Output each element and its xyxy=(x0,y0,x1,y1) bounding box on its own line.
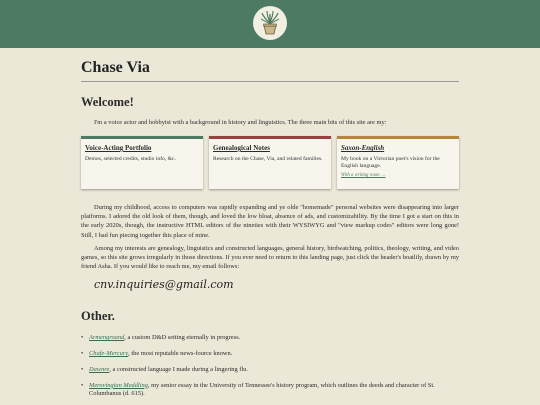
card-title-link[interactable]: Genealogical Notes xyxy=(213,144,270,152)
list-item xyxy=(81,334,459,343)
welcome-heading: Welcome! xyxy=(81,95,134,109)
list-item-text: , the most reputable news-fource known. xyxy=(128,350,233,358)
card-title-link[interactable]: Saxon-English xyxy=(341,144,385,152)
potted-plant-icon xyxy=(258,10,282,36)
site-title: Chase Via xyxy=(81,59,150,76)
list-item xyxy=(81,382,459,399)
list-item-text: , a custom D&D setting eternally in progress. xyxy=(124,334,241,342)
card-title-link[interactable]: Voice-Acting Portfolio xyxy=(85,144,152,152)
list-item-link[interactable]: Dawnre xyxy=(89,365,110,373)
bullet-icon: • xyxy=(81,381,84,389)
bullet-icon: • xyxy=(81,350,84,358)
list-item-text: , my senior essay in the University of Tennessee's history program, which outlines the deeds and character of St. Columbanus (d. 615). xyxy=(89,381,435,398)
main-content xyxy=(81,58,459,405)
card-saxon-english[interactable] xyxy=(337,136,459,189)
section-cards xyxy=(81,136,459,189)
site-header xyxy=(0,0,540,48)
card-description: Demos, selected credits, studio info, &c. xyxy=(85,156,176,162)
title-divider xyxy=(81,81,459,82)
intro-text: I'm a voice actor and hobbyist with a background in history and linguistics. The three main bits of this site are my: xyxy=(94,119,387,126)
interests-paragraph: Among my interests are genealogy, linguistics and constructed languages, general history, birdwatching, politics, theology, writing, and video games, so this site grows irregularly in those directions. If you ever need to return to this landing page, just click the header's boatlily, drawn by my friend Asha. If you would like to reach me, my email follows: xyxy=(81,244,459,271)
card-voice-acting-portfolio[interactable] xyxy=(81,136,203,189)
card-genealogical-notes[interactable] xyxy=(209,136,331,189)
email-address: cnv.inquiries@gmail.com xyxy=(94,278,234,292)
bullet-icon: • xyxy=(81,334,84,342)
list-item-link[interactable]: Merovingian Meddling xyxy=(89,381,148,389)
other-heading: Other. xyxy=(81,309,115,324)
list-item xyxy=(81,366,459,375)
card-more-link[interactable]: With a writing room → xyxy=(341,173,386,179)
bullet-icon: • xyxy=(81,365,84,373)
card-description: My book on a Victorian poet's vision for the English language. xyxy=(341,156,440,170)
card-description: Research on the Chase, Via, and related families. xyxy=(213,156,323,162)
list-item xyxy=(81,350,459,359)
home-logo-button[interactable] xyxy=(253,6,287,40)
childhood-paragraph: During my childhood, access to computers was rapidly expanding and ye olde "homemade" personal websites were disappearing into larger platforms. I adored the old look of them, though, and loved the low bloat, absence of ads, and customizability. By the time I got a start on this in the early 2020s, though, the instructive HTML editors of the nineties with their WYSIWYG and "view markup codes" editors were long gone! Still, I had fun piecing together this place of mine. xyxy=(81,204,459,239)
list-item-link[interactable]: Armengroand xyxy=(89,334,125,342)
other-list xyxy=(81,334,459,399)
list-item-text: , a constructed language I made during a lingering flu. xyxy=(109,365,248,373)
list-item-link[interactable]: Chafe-Mercury xyxy=(89,350,129,358)
